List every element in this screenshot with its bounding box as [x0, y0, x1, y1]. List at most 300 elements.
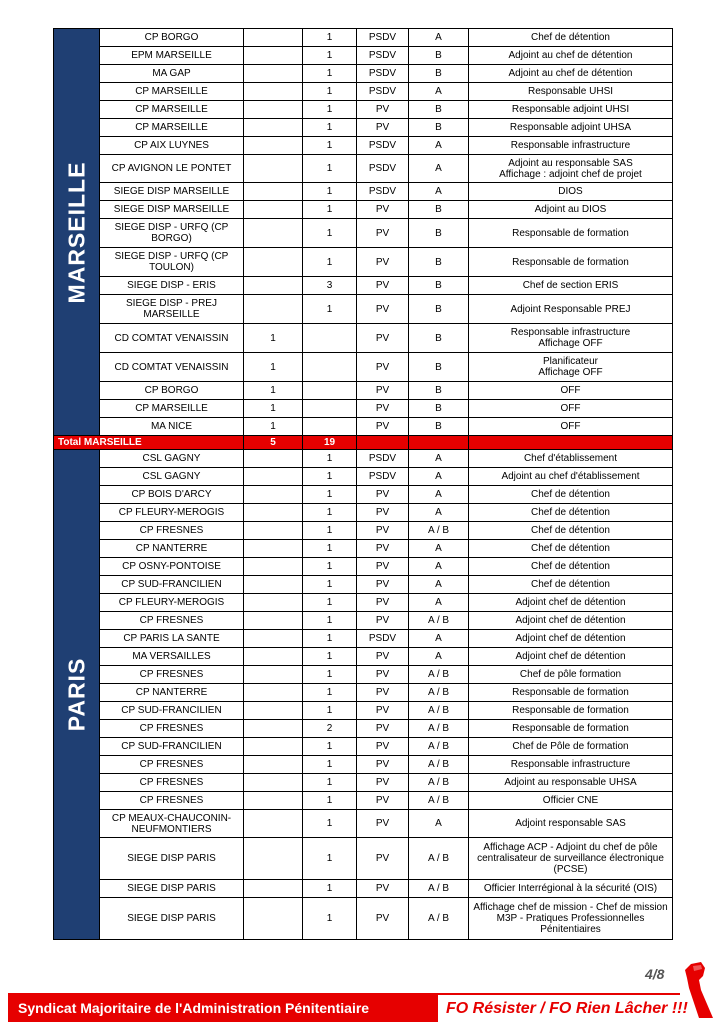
corps-cell: PV — [357, 400, 409, 418]
table-row — [54, 468, 673, 486]
count-cell-2: 1 — [303, 702, 357, 720]
poste-cell: Chef de détention — [469, 486, 673, 504]
table-row — [54, 101, 673, 119]
count-cell-1 — [244, 219, 303, 248]
establishment-cell: CP FRESNES — [100, 774, 244, 792]
poste-cell: Responsable infrastructure — [469, 756, 673, 774]
count-cell-1 — [244, 880, 303, 898]
table-row — [54, 792, 673, 810]
table-row — [54, 738, 673, 756]
corps-cell: PV — [357, 522, 409, 540]
category-cell: B — [409, 353, 469, 382]
establishment-cell: CP AVIGNON LE PONTET — [100, 155, 244, 183]
establishment-cell: CP MARSEILLE — [100, 101, 244, 119]
establishment-cell: CSL GAGNY — [100, 450, 244, 468]
count-cell-2 — [303, 418, 357, 436]
table-row — [54, 418, 673, 436]
table-row — [54, 47, 673, 65]
count-cell-1 — [244, 738, 303, 756]
count-cell-2: 1 — [303, 219, 357, 248]
poste-cell: Adjoint chef de détention — [469, 648, 673, 666]
count-cell-2 — [303, 324, 357, 353]
count-cell-2: 1 — [303, 792, 357, 810]
poste-cell: Chef de section ERIS — [469, 277, 673, 295]
count-cell-1 — [244, 810, 303, 838]
category-cell: B — [409, 47, 469, 65]
category-cell: A — [409, 576, 469, 594]
category-cell: A / B — [409, 774, 469, 792]
count-cell-1 — [244, 666, 303, 684]
category-cell: A — [409, 558, 469, 576]
region-label-text: PARIS — [63, 657, 89, 732]
poste-cell: Adjoint chef de détention — [469, 594, 673, 612]
count-cell-2: 1 — [303, 119, 357, 137]
count-cell-2 — [303, 353, 357, 382]
table-row — [54, 756, 673, 774]
poste-cell: Responsable de formation — [469, 720, 673, 738]
count-cell-2: 1 — [303, 540, 357, 558]
establishment-cell: CP MARSEILLE — [100, 400, 244, 418]
table-row — [54, 504, 673, 522]
poste-cell: Chef de détention — [469, 504, 673, 522]
count-cell-1 — [244, 720, 303, 738]
corps-cell: PV — [357, 504, 409, 522]
table-row — [54, 648, 673, 666]
establishment-cell: SIEGE DISP - ERIS — [100, 277, 244, 295]
table-row — [54, 558, 673, 576]
poste-cell: Chef de détention — [469, 540, 673, 558]
table-row — [54, 666, 673, 684]
corps-cell: PV — [357, 382, 409, 400]
category-cell: A / B — [409, 738, 469, 756]
count-cell-2: 1 — [303, 47, 357, 65]
table-row — [54, 119, 673, 137]
establishment-cell: CP FRESNES — [100, 522, 244, 540]
establishment-cell: CP FRESNES — [100, 756, 244, 774]
table-row — [54, 450, 673, 468]
corps-cell: PSDV — [357, 468, 409, 486]
category-cell: B — [409, 382, 469, 400]
category-cell: A / B — [409, 898, 469, 940]
category-cell: A — [409, 450, 469, 468]
category-cell: A / B — [409, 880, 469, 898]
corps-cell: PV — [357, 648, 409, 666]
poste-cell: OFF — [469, 418, 673, 436]
establishment-cell: CSL GAGNY — [100, 468, 244, 486]
establishment-cell: CP MARSEILLE — [100, 119, 244, 137]
count-cell-1 — [244, 119, 303, 137]
count-cell-1 — [244, 295, 303, 324]
corps-cell: PSDV — [357, 47, 409, 65]
category-cell: A — [409, 630, 469, 648]
corps-cell: PV — [357, 558, 409, 576]
table-row — [54, 810, 673, 838]
count-cell-1 — [244, 504, 303, 522]
poste-cell: Adjoint au chef d'établissement — [469, 468, 673, 486]
establishment-cell: CP NANTERRE — [100, 684, 244, 702]
count-cell-2: 1 — [303, 838, 357, 880]
count-cell-2: 1 — [303, 648, 357, 666]
corps-cell: PV — [357, 756, 409, 774]
category-cell: A — [409, 810, 469, 838]
corps-cell: PV — [357, 684, 409, 702]
count-cell-1 — [244, 468, 303, 486]
establishment-cell: CP SUD-FRANCILIEN — [100, 576, 244, 594]
poste-cell: Adjoint au responsable UHSA — [469, 774, 673, 792]
table-row — [54, 201, 673, 219]
corps-cell: PV — [357, 353, 409, 382]
count-cell-2: 1 — [303, 774, 357, 792]
category-cell: A — [409, 486, 469, 504]
corps-cell: PV — [357, 219, 409, 248]
count-cell-2: 1 — [303, 558, 357, 576]
count-cell-2: 1 — [303, 738, 357, 756]
corps-cell: PV — [357, 792, 409, 810]
poste-cell: Adjoint au chef de détention — [469, 65, 673, 83]
count-cell-2: 1 — [303, 137, 357, 155]
postes-table-body — [54, 29, 673, 940]
count-cell-1 — [244, 522, 303, 540]
establishment-cell: MA NICE — [100, 418, 244, 436]
table-row — [54, 353, 673, 382]
table-row — [54, 219, 673, 248]
establishment-cell: CD COMTAT VENAISSIN — [100, 324, 244, 353]
category-cell: B — [409, 400, 469, 418]
count-cell-2: 1 — [303, 666, 357, 684]
corps-cell: PV — [357, 810, 409, 838]
establishment-cell: CP MEAUX-CHAUCONIN- NEUFMONTIERS — [100, 810, 244, 838]
table-row — [54, 137, 673, 155]
postes-table — [53, 28, 673, 940]
count-cell-1 — [244, 612, 303, 630]
count-cell-2: 1 — [303, 201, 357, 219]
region-label — [54, 29, 100, 436]
table-row — [54, 29, 673, 47]
table-row — [54, 720, 673, 738]
poste-cell: Adjoint au chef de détention — [469, 47, 673, 65]
corps-cell: PV — [357, 486, 409, 504]
category-cell: B — [409, 119, 469, 137]
category-cell: A / B — [409, 612, 469, 630]
poste-cell: Responsable adjoint UHSI — [469, 101, 673, 119]
establishment-cell: EPM MARSEILLE — [100, 47, 244, 65]
poste-cell: Responsable UHSI — [469, 83, 673, 101]
count-cell-2: 1 — [303, 576, 357, 594]
category-cell: A — [409, 594, 469, 612]
establishment-cell: CP PARIS LA SANTE — [100, 630, 244, 648]
count-cell-2: 2 — [303, 720, 357, 738]
count-cell-2 — [303, 400, 357, 418]
corps-cell: PSDV — [357, 137, 409, 155]
establishment-cell: SIEGE DISP MARSEILLE — [100, 183, 244, 201]
poste-cell: Responsable de formation — [469, 248, 673, 277]
poste-cell: Responsable infrastructure Affichage OFF — [469, 324, 673, 353]
category-cell: A / B — [409, 702, 469, 720]
table-row — [54, 838, 673, 880]
count-cell-1 — [244, 838, 303, 880]
count-cell-2: 1 — [303, 898, 357, 940]
region-label-text: MARSEILLE — [63, 161, 90, 303]
table-row — [54, 630, 673, 648]
category-cell: A / B — [409, 666, 469, 684]
corps-cell: PV — [357, 880, 409, 898]
count-cell-1 — [244, 201, 303, 219]
corps-cell: PV — [357, 324, 409, 353]
count-cell-2: 1 — [303, 612, 357, 630]
poste-cell: Responsable de formation — [469, 684, 673, 702]
poste-cell: Chef de détention — [469, 558, 673, 576]
footer-slogan: FO Résister / FO Rien Lâcher !!! — [446, 1000, 688, 1017]
corps-cell: PV — [357, 295, 409, 324]
poste-cell: OFF — [469, 382, 673, 400]
establishment-cell: CD COMTAT VENAISSIN — [100, 353, 244, 382]
establishment-cell: SIEGE DISP - URFQ (CP TOULON) — [100, 248, 244, 277]
count-cell-2 — [303, 382, 357, 400]
poste-cell: Responsable adjoint UHSA — [469, 119, 673, 137]
count-cell-1 — [244, 277, 303, 295]
corps-cell: PV — [357, 201, 409, 219]
count-cell-1 — [244, 540, 303, 558]
count-cell-1 — [244, 648, 303, 666]
corps-cell: PSDV — [357, 155, 409, 183]
poste-cell: Planificateur Affichage OFF — [469, 353, 673, 382]
count-cell-1 — [244, 47, 303, 65]
table-row — [54, 65, 673, 83]
category-cell: A — [409, 468, 469, 486]
establishment-cell: MA GAP — [100, 65, 244, 83]
count-cell-1 — [244, 792, 303, 810]
count-cell-1 — [244, 137, 303, 155]
poste-cell: Officier Interrégional à la sécurité (OIS) — [469, 880, 673, 898]
category-cell: A — [409, 183, 469, 201]
category-cell: A / B — [409, 756, 469, 774]
count-cell-1 — [244, 248, 303, 277]
count-cell-1 — [244, 898, 303, 940]
total-empty — [409, 436, 469, 450]
count-cell-2: 1 — [303, 29, 357, 47]
footer-organization: Syndicat Majoritaire de l'Administration Pénitentiaire — [8, 995, 438, 1022]
establishment-cell: CP NANTERRE — [100, 540, 244, 558]
table-row — [54, 522, 673, 540]
poste-cell: Chef de Pôle de formation — [469, 738, 673, 756]
count-cell-1 — [244, 684, 303, 702]
poste-cell: OFF — [469, 400, 673, 418]
count-cell-1 — [244, 29, 303, 47]
count-cell-1 — [244, 155, 303, 183]
category-cell: A — [409, 648, 469, 666]
count-cell-1: 1 — [244, 324, 303, 353]
count-cell-2: 1 — [303, 450, 357, 468]
category-cell: B — [409, 324, 469, 353]
count-cell-1 — [244, 558, 303, 576]
region-label — [54, 450, 100, 940]
corps-cell: PV — [357, 248, 409, 277]
poste-cell: Adjoint Responsable PREJ — [469, 295, 673, 324]
category-cell: A — [409, 137, 469, 155]
corps-cell: PV — [357, 612, 409, 630]
category-cell: A / B — [409, 720, 469, 738]
category-cell: A / B — [409, 522, 469, 540]
count-cell-2: 1 — [303, 880, 357, 898]
count-cell-2: 1 — [303, 65, 357, 83]
poste-cell: Chef de détention — [469, 576, 673, 594]
establishment-cell: CP FRESNES — [100, 666, 244, 684]
count-cell-2: 1 — [303, 756, 357, 774]
establishment-cell: SIEGE DISP PARIS — [100, 838, 244, 880]
table-row — [54, 612, 673, 630]
category-cell: B — [409, 418, 469, 436]
count-cell-1 — [244, 630, 303, 648]
table-row — [54, 248, 673, 277]
count-cell-2: 1 — [303, 684, 357, 702]
count-cell-2: 1 — [303, 295, 357, 324]
count-cell-2: 1 — [303, 630, 357, 648]
total-count-2: 19 — [303, 436, 357, 450]
category-cell: B — [409, 295, 469, 324]
poste-cell: Responsable de formation — [469, 702, 673, 720]
poste-cell: Officier CNE — [469, 792, 673, 810]
table-row — [54, 155, 673, 183]
corps-cell: PV — [357, 666, 409, 684]
poste-cell: Responsable de formation — [469, 219, 673, 248]
table-row — [54, 576, 673, 594]
establishment-cell: SIEGE DISP - URFQ (CP BORGO) — [100, 219, 244, 248]
establishment-cell: CP BOIS D'ARCY — [100, 486, 244, 504]
total-empty — [469, 436, 673, 450]
total-label: Total MARSEILLE — [54, 436, 244, 450]
corps-cell: PSDV — [357, 183, 409, 201]
table-row — [54, 295, 673, 324]
count-cell-2: 1 — [303, 810, 357, 838]
category-cell: B — [409, 219, 469, 248]
count-cell-1 — [244, 65, 303, 83]
poste-cell: Adjoint au responsable SAS Affichage : adjoint chef de projet — [469, 155, 673, 183]
table-row — [54, 880, 673, 898]
count-cell-2: 1 — [303, 155, 357, 183]
table-row — [54, 898, 673, 940]
corps-cell: PV — [357, 720, 409, 738]
poste-cell: Adjoint responsable SAS — [469, 810, 673, 838]
establishment-cell: SIEGE DISP PARIS — [100, 898, 244, 940]
establishment-cell: CP BORGO — [100, 382, 244, 400]
count-cell-1: 1 — [244, 400, 303, 418]
count-cell-1: 1 — [244, 418, 303, 436]
category-cell: B — [409, 65, 469, 83]
corps-cell: PV — [357, 898, 409, 940]
corps-cell: PV — [357, 277, 409, 295]
establishment-cell: CP BORGO — [100, 29, 244, 47]
poste-cell: DIOS — [469, 183, 673, 201]
corps-cell: PSDV — [357, 630, 409, 648]
category-cell: B — [409, 201, 469, 219]
establishment-cell: CP FLEURY-MEROGIS — [100, 504, 244, 522]
poste-cell: Affichage ACP - Adjoint du chef de pôle centralisateur de surveillance électronique (PCSE) — [469, 838, 673, 880]
category-cell: B — [409, 277, 469, 295]
corps-cell: PSDV — [357, 450, 409, 468]
count-cell-1 — [244, 756, 303, 774]
corps-cell: PV — [357, 119, 409, 137]
category-cell: A — [409, 504, 469, 522]
table-row — [54, 382, 673, 400]
establishment-cell: SIEGE DISP - PREJ MARSEILLE — [100, 295, 244, 324]
table-row — [54, 774, 673, 792]
corps-cell: PV — [357, 101, 409, 119]
postes-table-container — [53, 28, 672, 940]
category-cell: A / B — [409, 792, 469, 810]
poste-cell: Responsable infrastructure — [469, 137, 673, 155]
poste-cell: Chef de détention — [469, 522, 673, 540]
establishment-cell: CP FRESNES — [100, 720, 244, 738]
count-cell-1 — [244, 450, 303, 468]
count-cell-1 — [244, 486, 303, 504]
establishment-cell: CP FRESNES — [100, 612, 244, 630]
poste-cell: Chef de détention — [469, 29, 673, 47]
count-cell-1 — [244, 101, 303, 119]
count-cell-2: 1 — [303, 486, 357, 504]
corps-cell: PV — [357, 576, 409, 594]
count-cell-1 — [244, 594, 303, 612]
corps-cell: PSDV — [357, 65, 409, 83]
count-cell-1: 1 — [244, 353, 303, 382]
poste-cell: Chef d'établissement — [469, 450, 673, 468]
count-cell-2: 1 — [303, 504, 357, 522]
poste-cell: Adjoint au DIOS — [469, 201, 673, 219]
count-cell-2: 1 — [303, 101, 357, 119]
table-row — [54, 702, 673, 720]
table-row — [54, 324, 673, 353]
page-number: 4/8 — [645, 966, 665, 982]
count-cell-2: 1 — [303, 83, 357, 101]
category-cell: B — [409, 101, 469, 119]
count-cell-1 — [244, 83, 303, 101]
table-row — [54, 277, 673, 295]
establishment-cell: CP SUD-FRANCILIEN — [100, 702, 244, 720]
corps-cell: PSDV — [357, 29, 409, 47]
total-count-1: 5 — [244, 436, 303, 450]
category-cell: A — [409, 83, 469, 101]
count-cell-1 — [244, 576, 303, 594]
establishment-cell: CP AIX LUYNES — [100, 137, 244, 155]
table-row — [54, 83, 673, 101]
corps-cell: PV — [357, 594, 409, 612]
establishment-cell: SIEGE DISP PARIS — [100, 880, 244, 898]
total-row — [54, 436, 673, 450]
corps-cell: PV — [357, 838, 409, 880]
corps-cell: PSDV — [357, 83, 409, 101]
poste-cell: Adjoint chef de détention — [469, 630, 673, 648]
count-cell-1: 1 — [244, 382, 303, 400]
category-cell: A / B — [409, 838, 469, 880]
count-cell-1 — [244, 702, 303, 720]
establishment-cell: CP FRESNES — [100, 792, 244, 810]
table-row — [54, 684, 673, 702]
count-cell-2: 1 — [303, 248, 357, 277]
corps-cell: PV — [357, 540, 409, 558]
establishment-cell: MA VERSAILLES — [100, 648, 244, 666]
corps-cell: PV — [357, 774, 409, 792]
category-cell: B — [409, 248, 469, 277]
table-row — [54, 594, 673, 612]
establishment-cell: CP OSNY-PONTOISE — [100, 558, 244, 576]
table-row — [54, 183, 673, 201]
corps-cell: PV — [357, 738, 409, 756]
category-cell: A — [409, 155, 469, 183]
establishment-cell: CP MARSEILLE — [100, 83, 244, 101]
category-cell: A — [409, 29, 469, 47]
total-empty — [357, 436, 409, 450]
poste-cell: Affichage chef de mission - Chef de mission M3P - Pratiques Professionnelles Pénitentiaires — [469, 898, 673, 940]
table-row — [54, 400, 673, 418]
